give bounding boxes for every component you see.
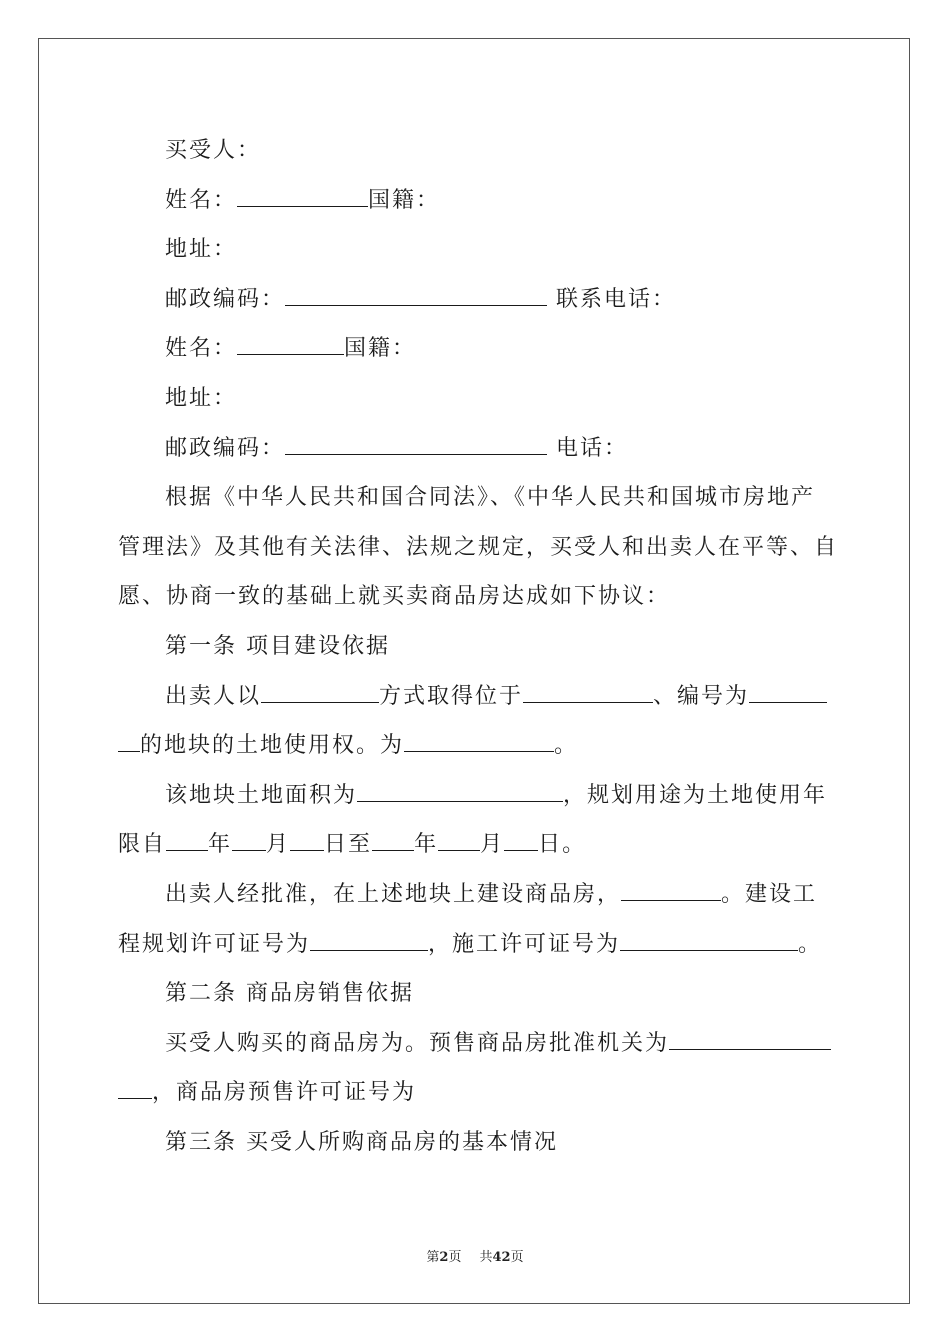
second-postal-row: 邮政编码： 电话： (165, 435, 629, 461)
second-address-row: 地址： (165, 385, 238, 411)
article-3-heading: 第三条 买受人所购商品房的基本情况 (165, 1129, 558, 1155)
buyer-heading: 买受人： (165, 138, 262, 163)
name-blank[interactable] (237, 336, 344, 355)
approval-authority-blank-cont[interactable] (118, 1080, 152, 1099)
location-blank[interactable] (523, 684, 653, 703)
paragraph-line: 该地块土地面积为 ，规划用途为土地使用年 (165, 782, 828, 808)
buyer-postal-row: 邮政编码： 联系电话： (165, 286, 677, 312)
area-blank[interactable] (357, 783, 563, 802)
paragraph-line: 根据《中华人民共和国合同法》、《中华人民共和国城市房地产 (165, 485, 816, 511)
month-blank[interactable] (438, 832, 480, 851)
land-use-blank[interactable] (404, 733, 554, 752)
construction-permit-blank[interactable] (620, 932, 798, 951)
buyer-name-row: 姓名： 国籍： (165, 187, 441, 213)
approval-authority-blank[interactable] (669, 1031, 831, 1050)
method-blank[interactable] (261, 684, 379, 703)
paragraph-line: 程规划许可证号为 ，施工许可证号为 。 (118, 931, 823, 957)
paragraph-line: 限自 年 月 日至 年 月 日。 (118, 832, 587, 858)
paragraph-line: 买受人购买的商品房为。预售商品房批准机关为 (118, 1019, 838, 1069)
name-blank[interactable] (237, 188, 368, 207)
document-body (118, 126, 838, 1167)
year-blank[interactable] (372, 832, 414, 851)
postal-code-blank[interactable] (285, 287, 547, 306)
postal-code-blank[interactable] (285, 436, 547, 455)
buyer-address-row: 地址： (165, 237, 238, 263)
building-blank[interactable] (621, 882, 721, 901)
page-number: 第2页 (426, 1250, 462, 1265)
planning-permit-blank[interactable] (310, 932, 428, 951)
page-footer (0, 1246, 950, 1265)
day-blank[interactable] (504, 832, 538, 851)
paragraph-line: 愿、协商一致的基础上就买卖商品房达成如下协议： (118, 584, 671, 610)
paragraph-line: 出卖人经批准，在上述地块上建设商品房， 。建设工 (165, 881, 818, 907)
second-name-row: 姓名： 国籍： (165, 336, 417, 362)
page-total: 共42页 (479, 1250, 524, 1265)
paragraph-line: 管理法》及其他有关法律、法规之规定，买受人和出卖人在平等、自 (118, 534, 839, 560)
paragraph-line: 的地块的土地使用权。为 。 (118, 721, 838, 771)
paragraph-line: 出卖人以 方式取得位于 、编号为 (118, 672, 838, 722)
paragraph-line: ，商品房预售许可证号为 (118, 1068, 838, 1118)
article-2-heading: 第二条 商品房销售依据 (165, 981, 414, 1007)
month-blank[interactable] (232, 832, 266, 851)
year-blank[interactable] (166, 832, 208, 851)
number-blank-cont[interactable] (118, 733, 140, 752)
article-1-heading: 第一条 项目建设依据 (165, 633, 390, 659)
day-blank[interactable] (290, 832, 324, 851)
number-blank[interactable] (749, 684, 827, 703)
